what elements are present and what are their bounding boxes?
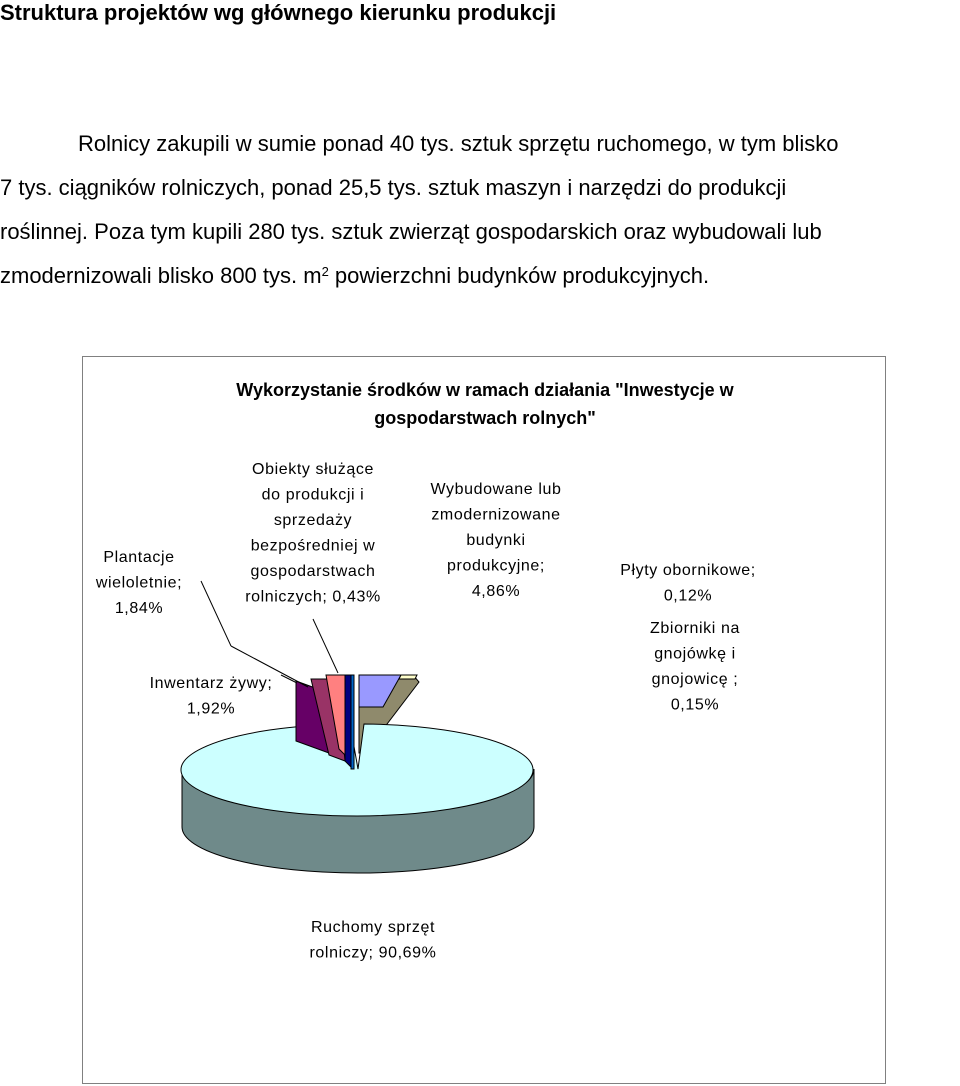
- label-wybudowane: zmodernizowane: [431, 506, 561, 524]
- slice-ruchomy-sprzet: [181, 724, 533, 816]
- label-obiekty: Obiekty służące: [252, 461, 374, 478]
- label-obiekty: bezpośredniej w: [250, 537, 376, 555]
- label-obiekty: gospodarstwach: [250, 563, 376, 580]
- label-plantacje: 1,84%: [114, 600, 164, 617]
- label-wybudowane: 4,86%: [471, 583, 521, 600]
- label-ruchomy-sprzet: rolniczy; 90,69%: [309, 944, 437, 962]
- label-zbiorniki: 0,15%: [670, 696, 720, 714]
- leader-plantacje: [201, 581, 231, 646]
- leader-inwentarz: [281, 675, 297, 683]
- label-zbiorniki: Zbiorniki na: [650, 620, 740, 637]
- label-plyty: 0,12%: [663, 587, 713, 605]
- paragraph-line: 7 tys. ciągników rolniczych, ponad 25,5 tys. sztuk maszyn i narzędzi do produkcji: [0, 175, 787, 200]
- chart-frame: [82, 356, 886, 1084]
- superscript-2: 2: [321, 264, 329, 279]
- label-plyty: Płyty obornikowe;: [620, 562, 756, 579]
- paragraph-line: [0, 254, 960, 298]
- slice-labels: [95, 461, 756, 962]
- paragraph-line: roślinnej. Poza tym kupili 280 tys. sztuk zwierząt gospodarskich oraz wybudowali lub: [0, 219, 822, 244]
- slice-plyty: [399, 675, 417, 679]
- intro-paragraph: [0, 122, 960, 298]
- label-obiekty: rolniczych; 0,43%: [245, 588, 381, 606]
- slice-small-4: [351, 675, 354, 769]
- label-plantacje: wieloletnie;: [95, 574, 183, 592]
- pie-chart: [83, 357, 885, 1083]
- chart-title-line: gospodarstwach rolnych": [374, 408, 596, 428]
- label-plantacje: Plantacje: [103, 549, 175, 566]
- slice-small-7: [345, 675, 351, 767]
- label-inwentarz: 1,92%: [186, 700, 236, 718]
- chart-title: [236, 380, 734, 428]
- label-obiekty: do produkcji i: [261, 486, 365, 504]
- paragraph-text: powierzchni budynków produkcyjnych.: [328, 263, 710, 288]
- leader-obiekty: [313, 619, 338, 673]
- label-ruchomy-sprzet: Ruchomy sprzęt: [311, 919, 435, 936]
- label-wybudowane: produkcyjne;: [447, 557, 545, 575]
- label-wybudowane: budynki: [466, 532, 526, 549]
- label-zbiorniki: gnojówkę i: [654, 645, 736, 663]
- label-zbiorniki: gnojowicę ;: [651, 671, 739, 688]
- paragraph-text: zmodernizowali blisko 800 tys. m: [0, 263, 322, 288]
- page-heading: Struktura projektów wg głównego kierunku produkcji: [0, 0, 557, 25]
- pie-tops: [181, 675, 533, 816]
- label-inwentarz: Inwentarz żywy;: [149, 675, 273, 692]
- label-obiekty: sprzedaży: [273, 512, 353, 529]
- chart-title-line: Wykorzystanie środków w ramach działania "Inwestycje w: [236, 380, 734, 400]
- label-wybudowane: Wybudowane lub: [430, 481, 562, 498]
- paragraph-line: Rolnicy zakupili w sumie ponad 40 tys. sztuk sprzętu ruchomego, w tym blisko: [78, 131, 839, 156]
